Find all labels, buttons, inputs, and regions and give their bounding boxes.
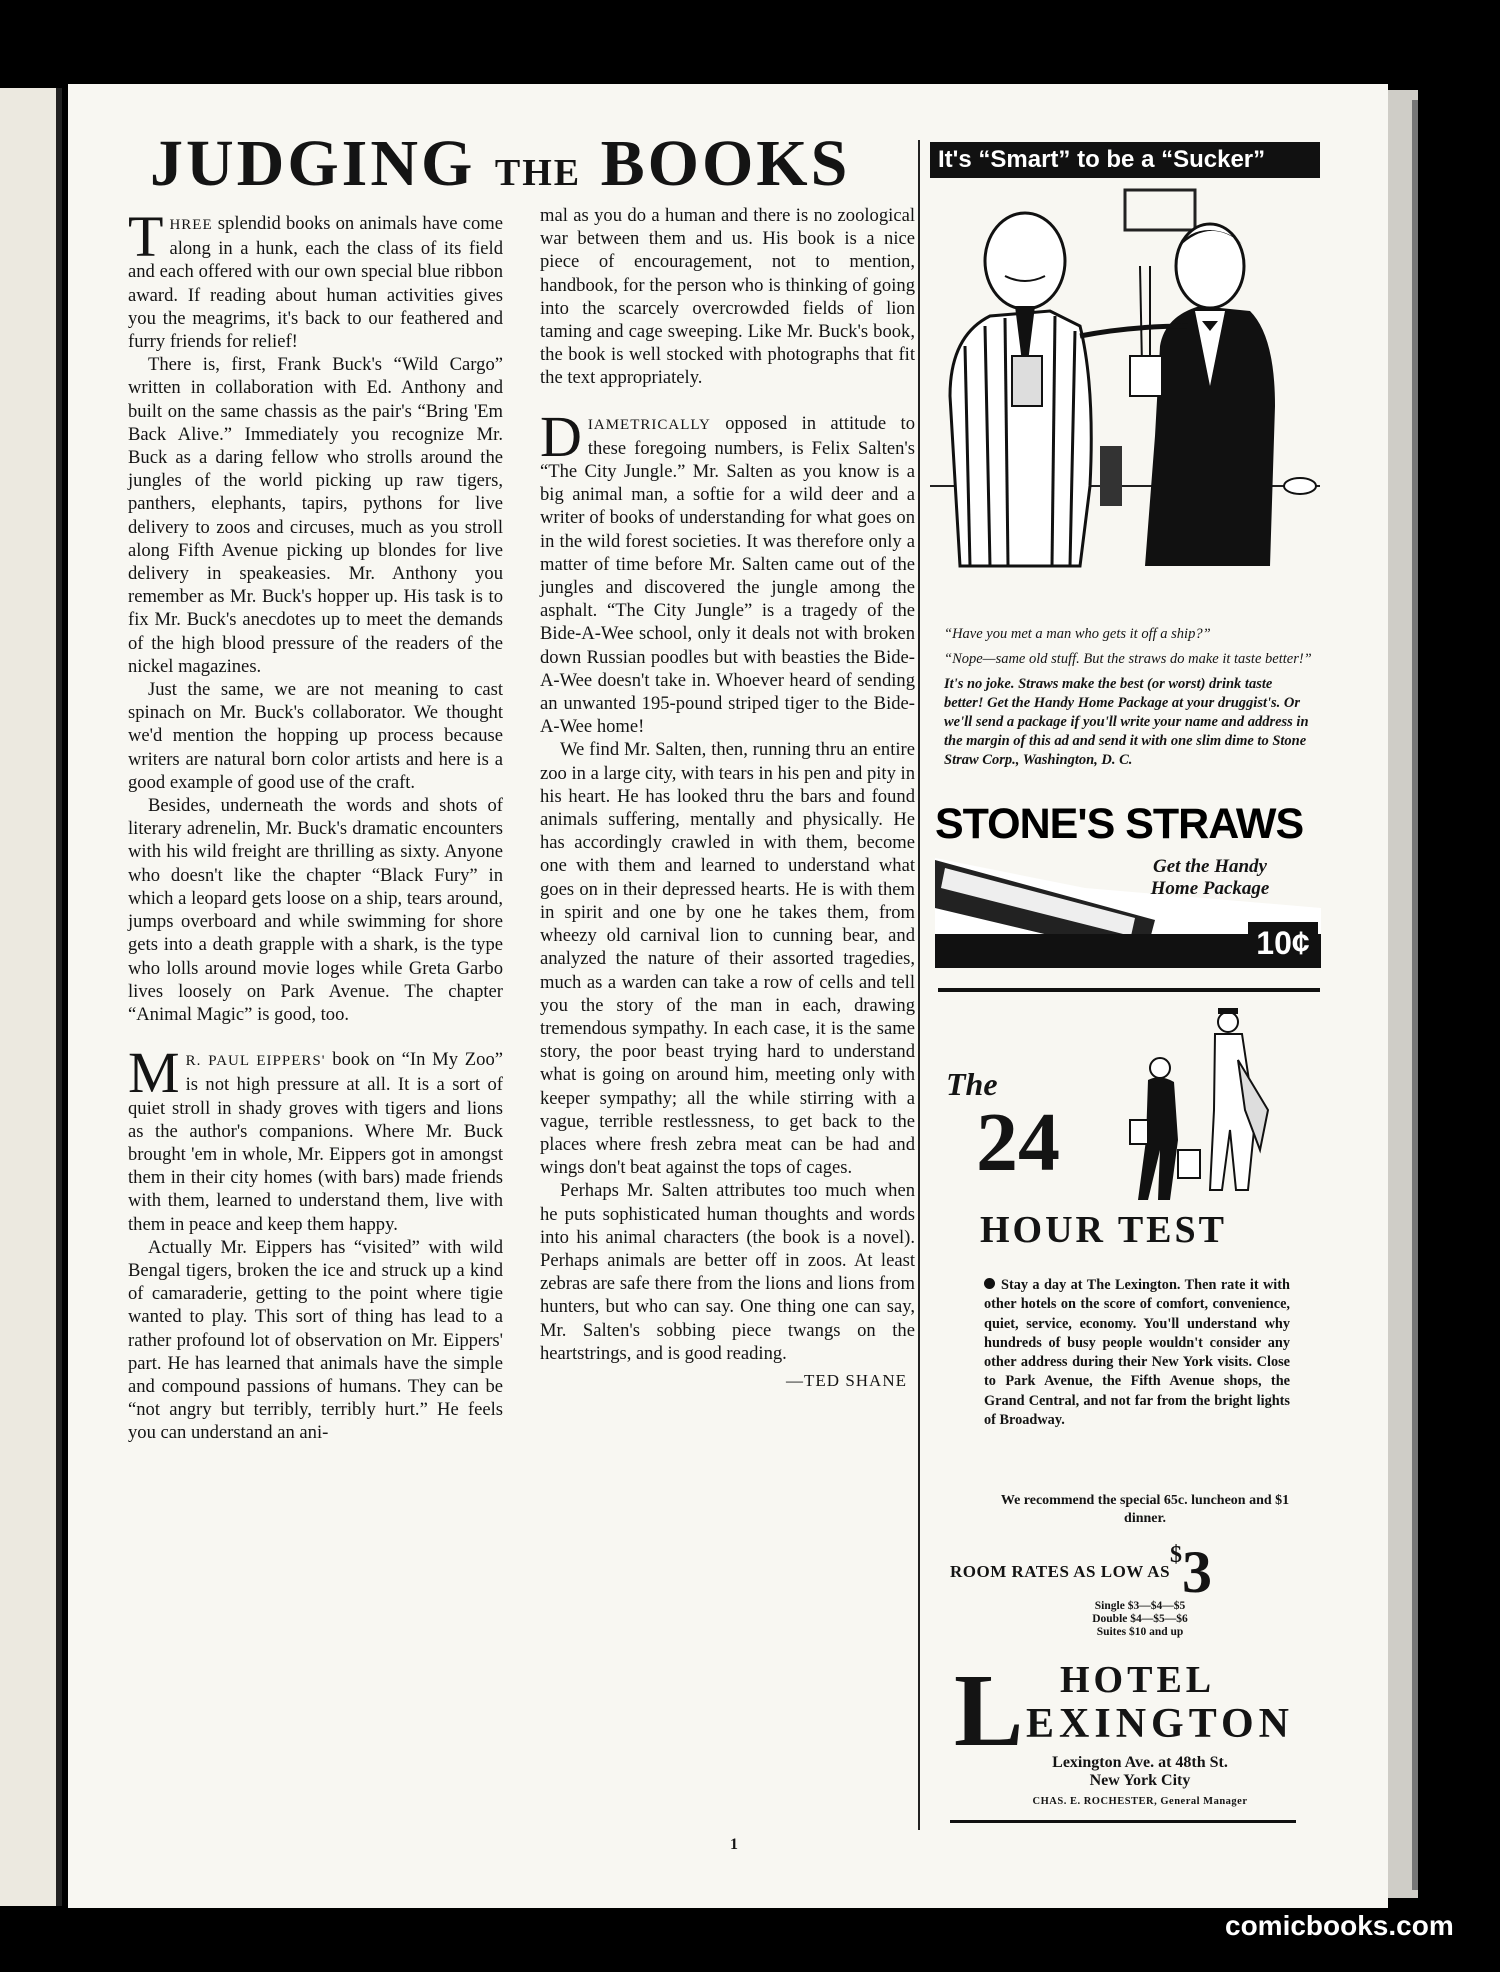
hotel-ad-body: Stay a day at The Lexington. Then rate it with other hotels on the score of comfort, convenience, quiet, service, economy. You'll understand why hundreds of busy people wouldn't consider any other address during their New York visits. Close to Park Avenue, the Fifth Avenue shops, the Grand Central, and not far from the bright lights of Broadway. bbox=[984, 1277, 1290, 1429]
page-title: JUDGING THE BOOKS bbox=[150, 127, 851, 200]
hotel-name-initial: L bbox=[954, 1653, 1024, 1768]
paragraph: Actually Mr. Eippers has “visited” with wild Bengal tigers, broken the ice and struck up a kind of camaraderie, getting to the point where tigie wanted to play. This sort of thing has lead to a rather profound lot of observation on Mr. Eippers' part. He has learned that animals have the simple and compound passions of humans. They can be “not angry but terribly, terribly hurt.” He feels you can understand an ani- bbox=[128, 1236, 503, 1444]
paragraph: There is, first, Frank Buck's “Wild Cargo” written in collaboration with Ed. Anthony and built on the same chassis as the pair's “Bring 'Em Back Alive.” Immediately you recognize Mr. Buck as a daring fellow who strolls around the jungles of the world picking up raw tigers, panthers, elephants, tapirs, pythons for live delivery to zoos and circuses, much as you stroll along Fifth Avenue picking up blondes for live delivery in speakeasies. Mr. Anthony you remember as Mr. Buck's hopper up. His task is to fix Mr. Buck's anecdotes up to meet the demands of the high blood pressure of the readers of the nickel magazines. bbox=[128, 354, 503, 677]
bar-cartoon-illustration bbox=[930, 186, 1320, 604]
page-edge-line bbox=[1412, 100, 1418, 1890]
article-column-2 bbox=[540, 204, 915, 1392]
watermark: comicbooks.com bbox=[1225, 1910, 1454, 1941]
ad-tagline: Get the Handy Home Package bbox=[1150, 856, 1270, 899]
ad-divider bbox=[938, 988, 1320, 992]
paragraph: THREE splendid books on animals have come along in a hunk, each the class of its field and each offered with our own special blue ribbon award. If reading about human activities gives you the meagrims, it's back to our feathered and furry friends for relief! bbox=[128, 204, 503, 353]
hotel-ad-24: 24 bbox=[976, 1096, 1060, 1189]
price-tag: 10¢ bbox=[1248, 922, 1318, 964]
page-number: 1 bbox=[730, 1836, 738, 1853]
room-rates: ROOM RATES AS LOW AS$3 bbox=[950, 1539, 1213, 1605]
hotel-ad-the: The bbox=[946, 1066, 998, 1102]
article-column-1 bbox=[128, 204, 503, 1445]
hotel-name-rest: EXINGTON bbox=[1026, 1701, 1294, 1747]
author-signature: —TED SHANE bbox=[786, 1370, 907, 1390]
paragraph: We find Mr. Salten, then, running thru an entire zoo in a large city, with tears in his pen and pity in his heart. He has looked thru the bars and found animals suffering, mentally and physically. He has accordingly crawled in with them, become one with them and learned to understand what goes on in their depressed hearts. He is with them in spirit and one by one he takes them, from wheezy old carnival lion to cunning bear, and analyzed the nature of their assorted tragedies, much as a warden can take a row of cells and tell you the story of the man in each, drawing tremendous sympathy. In each case, it is the same story, the poor beast trying hard to understand what is going on around him, meeting only with keeper sympathy; all the while stirring with a vague, terrible restlessness, to get back to the places where fresh zebra meat can be had and wings don't beat against the tops of cages. bbox=[540, 739, 915, 1179]
paragraph: Perhaps Mr. Salten attributes too much when he puts sophisticated human thoughts and words into his animal characters (the book is a novel). Perhaps animals are better off in zoos. At least zebras are safe there from the lions and lions from hunters, but who can say. One thing one can say, Mr. Salten's sobbing piece twangs on the heartstrings, and is good reading. bbox=[540, 1180, 915, 1364]
paragraph: Besides, underneath the words and shots of literary adrenelin, Mr. Buck's dramatic encounters with his wild freight are thrilling as sixty. Anyone who doesn't like the chapter “Black Fury” in which a leopard gets loose on a ship, tears around, jumps overboard and while swimming for shore gets into a death grapple with a shark, is the type who lolls around movie loges while Greta Garbo lives loosely on Park Avenue. The chapter “Animal Magic” is good, too. bbox=[128, 795, 503, 1025]
paragraph: DIAMETRICALLY opposed in attitude to these foregoing numbers, is Felix Salten's “The City Jungle.” Mr. Salten as you know is a big animal man, a softie for a wild deer and a writer of books of understanding for what goes on in the wild forest societies. It was therefore only a matter of time before Mr. Salten came out of the jungles and discovered the jungle among the asphalt. “The City Jungle” is a tragedy of the Bide-A-Wee school, only it deals not with broken down Russian poodles but with beasties the Bide-A-Wee doesn't take in. Whoever heard of sending an unwanted 195-pound striped tiger to the Bide-A-Wee home! bbox=[540, 403, 915, 738]
straws-advertisement bbox=[930, 142, 1320, 776]
ad-body-text: It's no joke. Straws make the best (or worst) drink taste better! Get the Handy Home Package at your druggist's. Or we'll send a package if you'll write your name and address in the margin of this ad and send it with one slim dime to Stone Straw Corp., Washington, D. C. bbox=[944, 676, 1309, 768]
ad-dialogue bbox=[930, 625, 1320, 770]
drop-cap: D bbox=[540, 403, 582, 469]
hotel-manager: CHAS. E. ROCHESTER, General Manager bbox=[1032, 1796, 1248, 1807]
rate-list: Single $3—$4—$5 Double $4—$5—$6 Suites $10 and up bbox=[1092, 1600, 1188, 1638]
ad-banner: It's “Smart” to be a “Sucker” bbox=[930, 142, 1320, 178]
hotel-name-top: HOTEL bbox=[1060, 1659, 1216, 1701]
column-divider bbox=[918, 140, 920, 1830]
paragraph: mal as you do a human and there is no zoological war between them and us. His book is a nice piece of encouragement, not to mention, handbook, for the person who is thinking of going into the scarcely overcrowded fields of lion taming and cage sweeping. Like Mr. Buck's book, the book is well stocked with photographs that fit the text appropriately. bbox=[540, 205, 915, 389]
paragraph: M R. PAUL EIPPERS' book on “In My Zoo” is not high pressure at all. It is a sort of quiet stroll in shady groves with tigers and lions as the author's companions. Where Mr. Buck brought 'em in whole, Mr. Eippers got in amongst them in their city homes (with bars) made friends with them, learned to understand them, live with them in peace and keep them happy. bbox=[128, 1040, 503, 1235]
ad-quote: “Have you met a man who gets it off a ship?” bbox=[944, 626, 1211, 642]
paragraph: Just the same, we are not meaning to cast spinach on Mr. Buck's collaborator. We thought we'd mention the hopping up process because writers are natural born color artists and here is a good example of good use of the craft. bbox=[128, 679, 503, 793]
facing-page-edge bbox=[0, 88, 62, 1906]
hotel-ad-headline: HOUR TEST bbox=[980, 1209, 1227, 1251]
brand-name: STONE'S STRAWS bbox=[935, 800, 1304, 848]
drop-cap: T bbox=[128, 204, 164, 269]
ad-bottom-rule bbox=[950, 1820, 1296, 1823]
drop-cap: M bbox=[128, 1040, 180, 1106]
hotel-ad-recommend: We recommend the special 65c. luncheon and $1 dinner. bbox=[1000, 1493, 1290, 1526]
bullet-icon bbox=[984, 1278, 995, 1289]
ad-quote: “Nope—same old stuff. But the straws do make it taste better!” bbox=[944, 651, 1312, 667]
bellhop-guest-illustration bbox=[1110, 1000, 1280, 1210]
hotel-address: Lexington Ave. at 48th St. New York City bbox=[1052, 1754, 1228, 1789]
